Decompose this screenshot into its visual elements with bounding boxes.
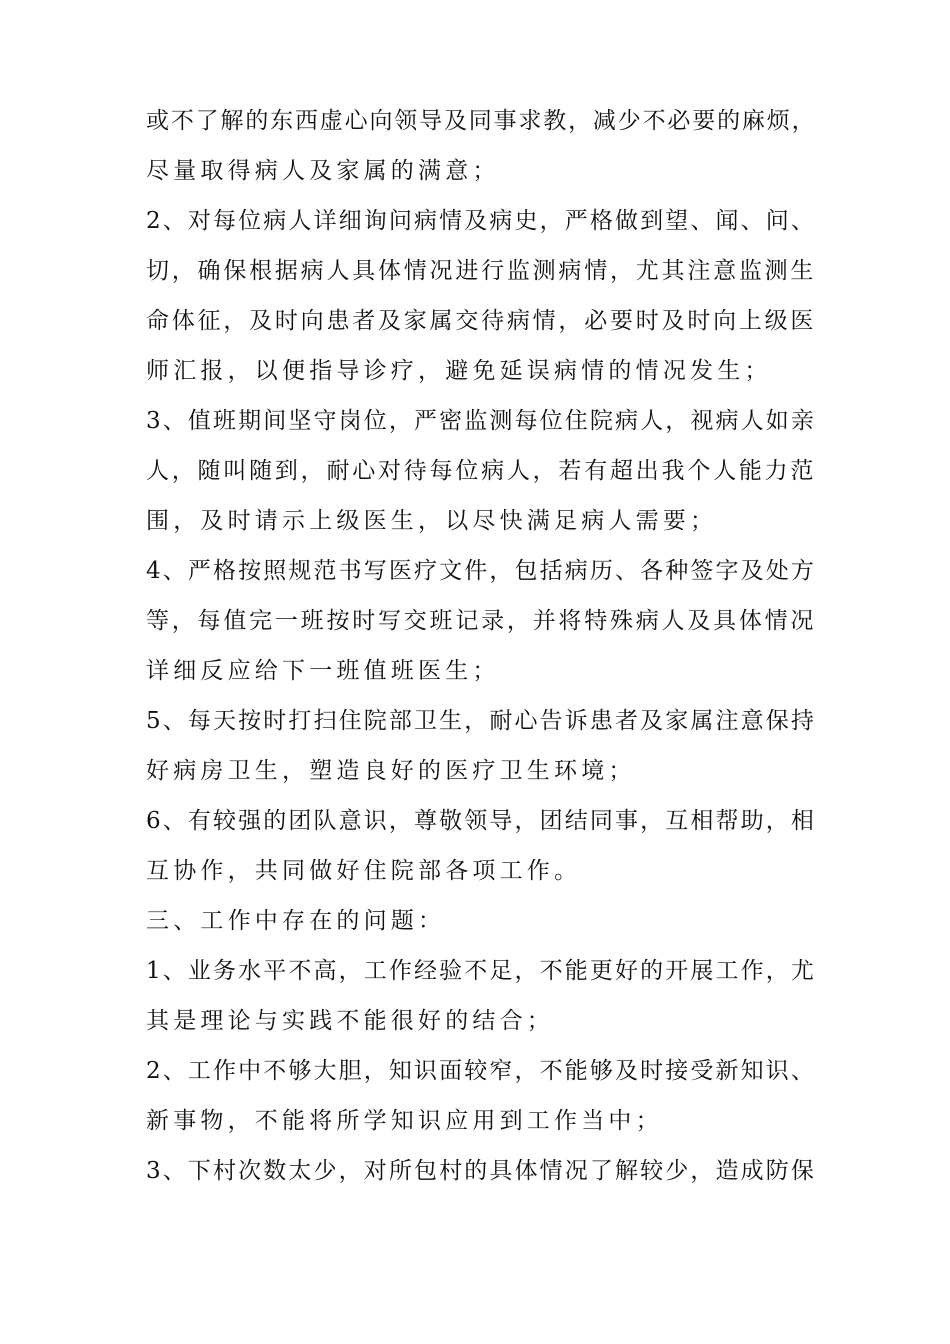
text-line: 详细反应给下一班值班医生； [146,658,500,684]
text-line: 互协作，共同做好住院部各项工作。 [146,858,582,884]
text-line: 等，每值完一班按时写交班记录，并将特殊病人及具体情况 [146,608,817,634]
text-line: 尽量取得病人及家属的满意； [146,158,500,184]
text-line: 3、下村次数太少，对所包村的具体情况了解较少，造成防保 [146,1158,817,1184]
text-line: 围，及时请示上级医生，以尽快满足病人需要； [146,508,718,534]
text-line: 4、严格按照规范书写医疗文件，包括病历、各种签字及处方 [146,558,817,584]
text-line: 6、有较强的团队意识，尊敬领导，团结同事，互相帮助，相 [146,808,817,834]
text-line: 切，确保根据病人具体情况进行监测病情，尤其注意监测生 [146,258,817,284]
text-line: 师汇报，以便指导诊疗，避免延误病情的情况发生； [146,358,772,384]
text-line: 3、值班期间坚守岗位，严密监测每位住院病人，视病人如亲 [146,408,817,434]
text-line: 命体征，及时向患者及家属交待病情，必要时及时向上级医 [146,308,817,334]
text-line: 2、工作中不够大胆，知识面较窄，不能够及时接受新知识、 [146,1058,817,1084]
text-line: 新事物，不能将所学知识应用到工作当中； [146,1108,663,1134]
text-line: 好病房卫生，塑造良好的医疗卫生环境； [146,758,636,784]
text-line: 其是理论与实践不能很好的结合； [146,1008,554,1034]
text-line: 2、对每位病人详细询问病情及病史，严格做到望、闻、问、 [146,208,817,234]
text-line: 或不了解的东西虚心向领导及同事求教，减少不必要的麻烦， [146,108,817,134]
section-heading: 三、工作中存在的问题： [146,908,446,934]
text-line: 1、业务水平不高，工作经验不足，不能更好的开展工作，尤 [146,958,817,984]
text-line: 5、每天按时打扫住院部卫生，耐心告诉患者及家属注意保持 [146,708,817,734]
text-line: 人，随叫随到，耐心对待每位病人，若有超出我个人能力范 [146,458,817,484]
document-body [146,96,816,1196]
